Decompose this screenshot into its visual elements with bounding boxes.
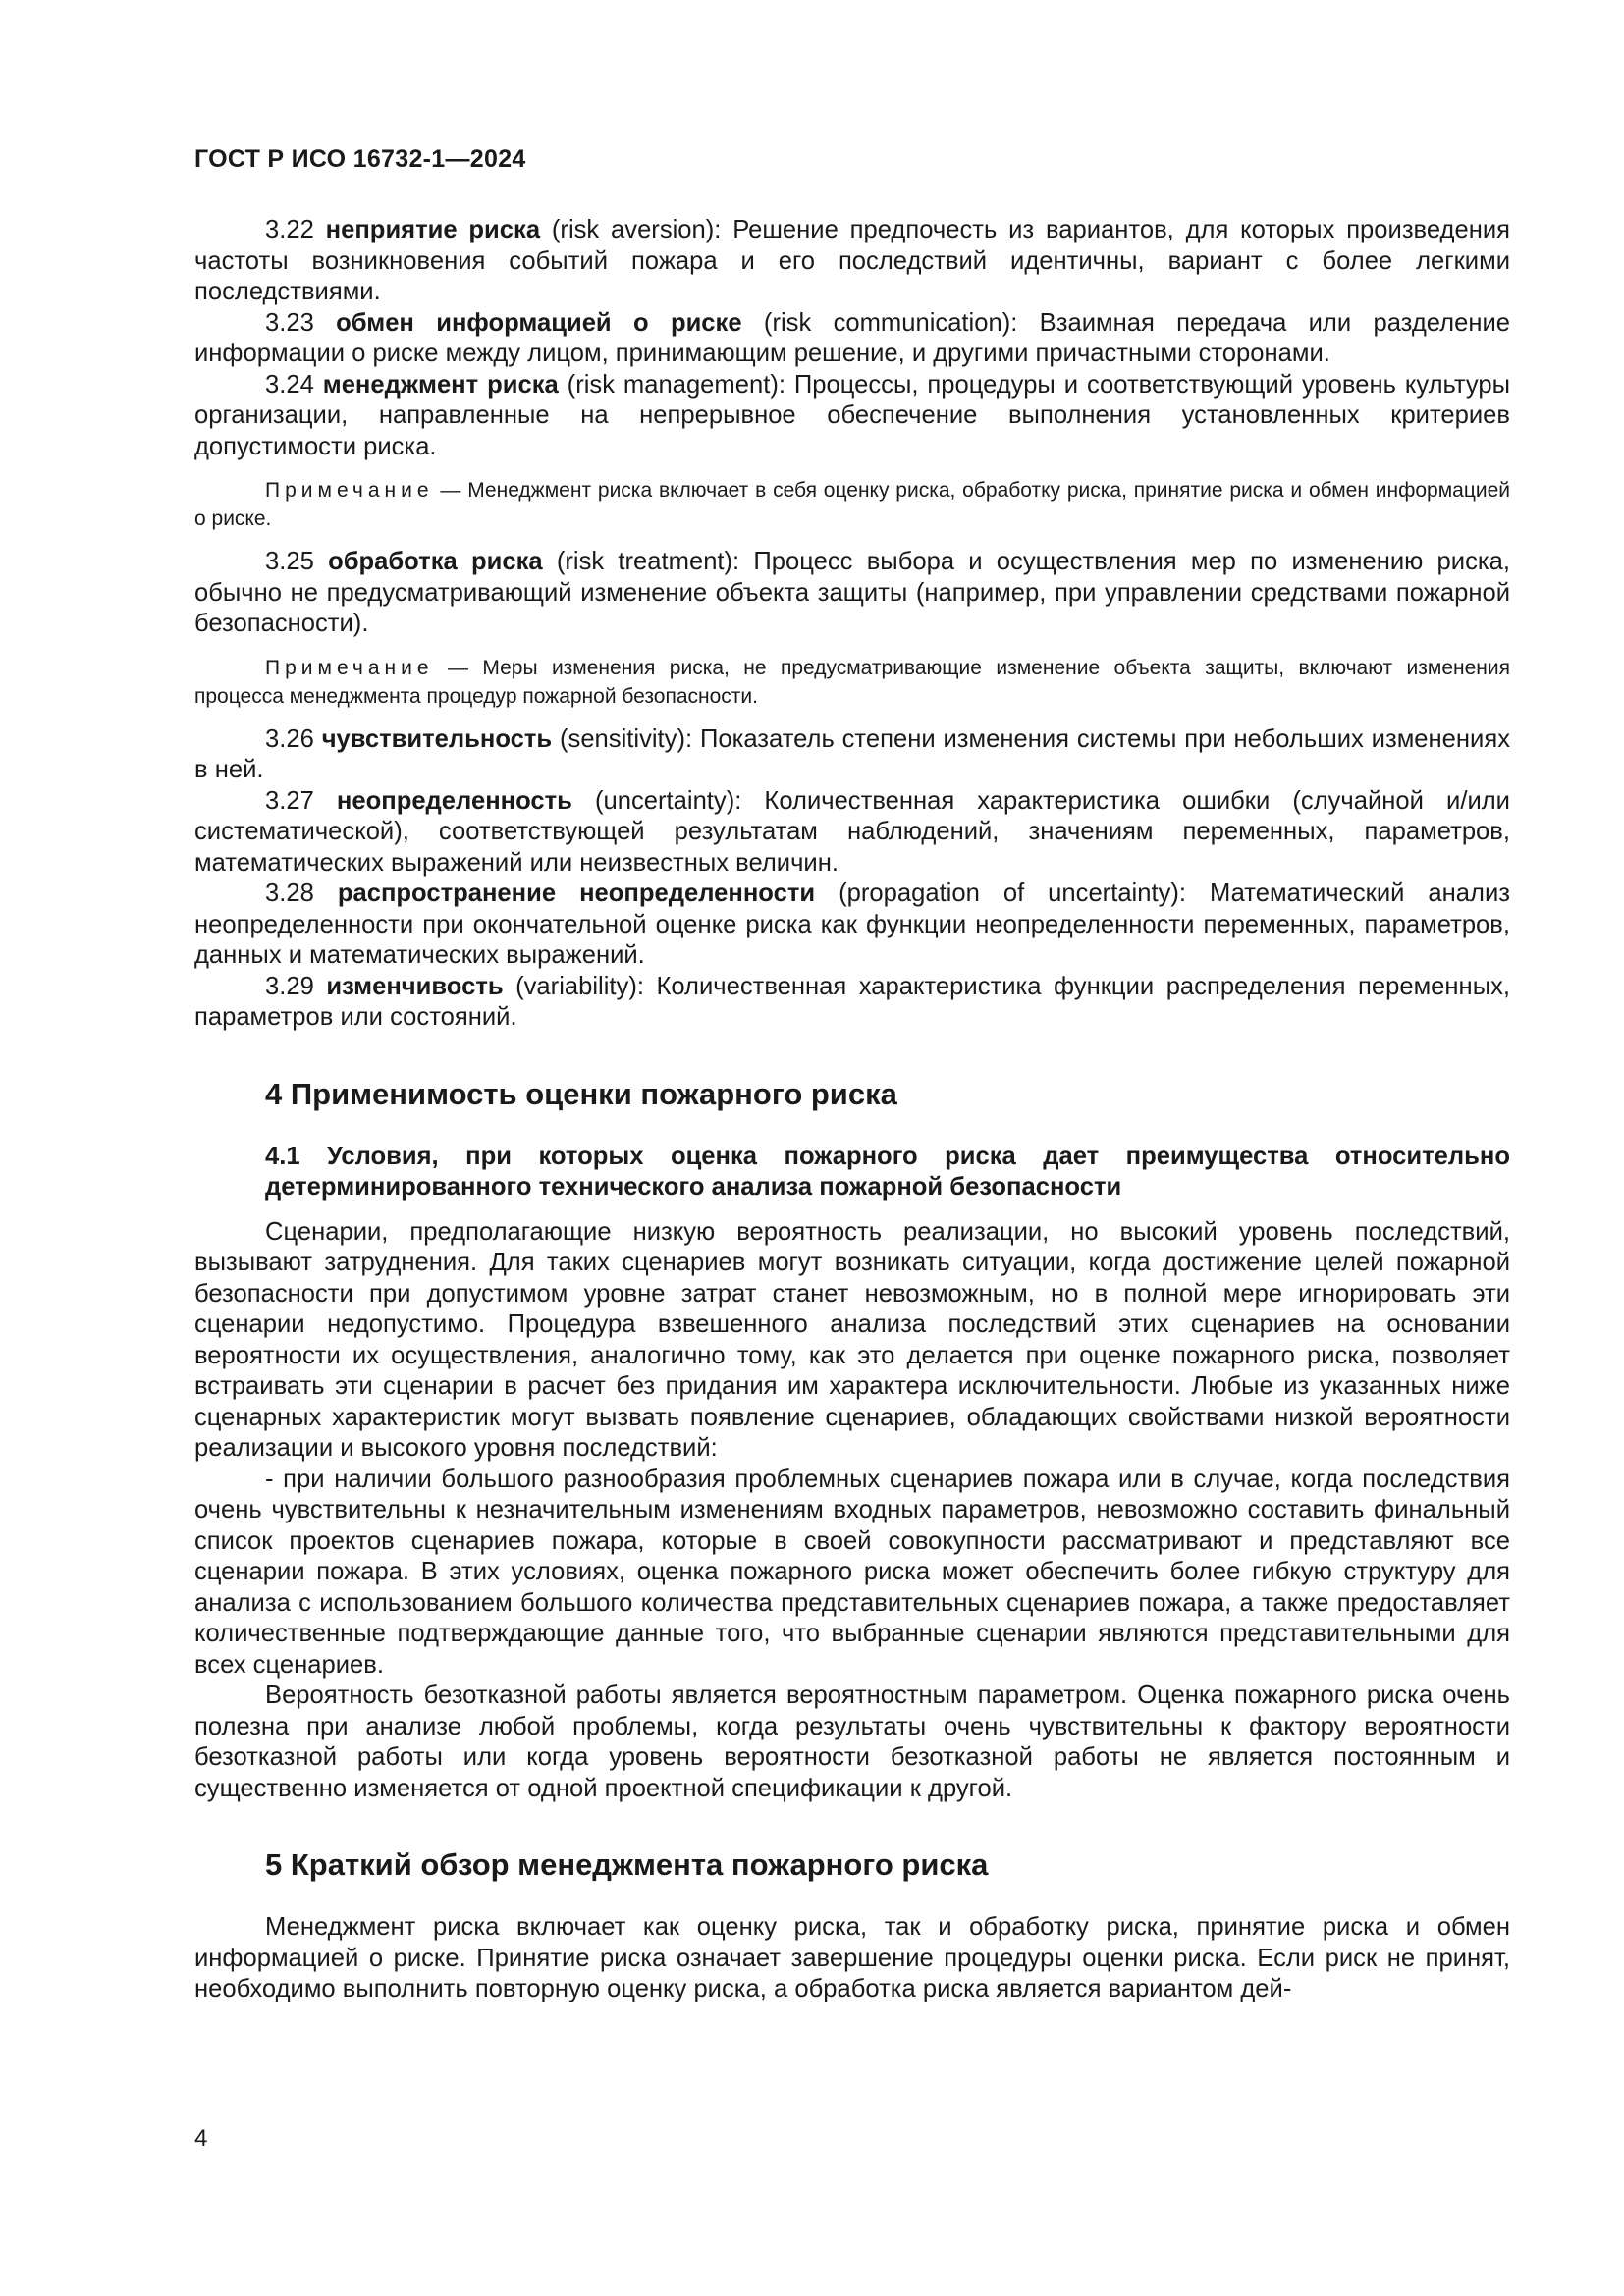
note-text: — Менеджмент риска включает в себя оценку риска, обработку риска, принятие риска и обмен информацией о риске. <box>194 479 1510 530</box>
definition-term: неопределенность <box>336 786 572 815</box>
note-risk-treatment <box>194 654 1510 711</box>
document-page <box>194 145 1510 2005</box>
definition-text: (risk communication): Взаимная передача или разделение информации о риске между лицом, принимающим решение, и другими причастными сторонами. <box>194 308 1510 367</box>
definition-3-24 <box>194 370 1510 463</box>
definition-text: (risk treatment): Процесс выбора и осуществления мер по изменению риска, обычно не предусматривающий изменение объекта защиты (например, при управлении средствами пожарной безопасности). <box>194 548 1510 637</box>
definition-text: (sensitivity): Показатель степени изменения системы при небольших изменениях в ней. <box>194 724 1510 783</box>
definition-3-27 <box>194 786 1510 880</box>
definition-number: 3.22 <box>265 216 314 243</box>
definition-number: 3.29 <box>265 972 314 1000</box>
note-label: Примечание <box>265 479 434 502</box>
definition-term: обмен информацией о риске <box>336 308 742 337</box>
note-risk-management <box>194 476 1510 533</box>
definition-term: менеджмент риска <box>322 370 559 399</box>
definition-term: изменчивость <box>326 972 504 1000</box>
definition-term: обработка риска <box>328 548 543 575</box>
definition-number: 3.26 <box>265 724 314 753</box>
definition-number: 3.25 <box>265 548 314 575</box>
page-number: 4 <box>194 2125 208 2152</box>
definition-term: чувствительность <box>321 724 553 753</box>
definition-term: распространение неопределенности <box>337 880 816 907</box>
section-4-heading: 4 Применимость оценки пожарного риска <box>265 1076 897 1111</box>
definition-3-25 <box>194 547 1510 640</box>
note-text: — Меры изменения риска, не предусматривающие изменение объекта защиты, включают изменения процесса менеджмента процедур пожарной безопасности. <box>194 656 1510 708</box>
definition-number: 3.24 <box>265 370 314 399</box>
document-header: ГОСТ Р ИСО 16732-1—2024 <box>194 145 526 173</box>
definition-3-26 <box>194 724 1510 786</box>
section-5-heading: 5 Краткий обзор менеджмента пожарного риска <box>265 1847 989 1882</box>
section-5-paragraph: Менеджмент риска включает как оценку риска, так и обработку риска, принятие риска и обмен информацией о риске. Принятие риска означает завершение процедуры оценки риска. Если риск не принят, необходимо выполнить повторную оценку риска, а обработка риска является вариантом дей- <box>194 1913 1510 2002</box>
definition-number: 3.28 <box>265 880 314 907</box>
definition-text: (variability): Количественная характеристика функции распределения переменных, параметров или состояний. <box>194 972 1510 1031</box>
note-label: Примечание <box>265 656 434 679</box>
definition-text: (risk management): Процессы, процедуры и соответствующий уровень культуры организации, направленные на непрерывное обеспечение выполнения установленных критериев допустимости риска. <box>194 370 1510 460</box>
definition-text: (propagation of uncertainty): Математический анализ неопределенности при окончательной оценке риска как функции неопределенности переменных, параметров, данных и математических выражений. <box>194 880 1510 969</box>
section-4-paragraph: Вероятность безотказной работы является вероятностным параметром. Оценка пожарного риска очень полезна при анализе любой проблемы, когда результаты очень чувствительны к фактору вероятности безотказной работы или когда уровень вероятности безотказной работы не является постоянным и существенно изменяется от одной проектной спецификации к другой. <box>194 1682 1510 1802</box>
definition-text: (risk aversion): Решение предпочесть из вариантов, для которых произведения частоты возникновения событий пожара и его последствий идентичны, вариант с более легкими последствиями. <box>194 216 1510 305</box>
definition-term: неприятие риска <box>325 216 541 243</box>
definition-3-22 <box>194 215 1510 308</box>
definition-3-23 <box>194 308 1510 370</box>
definition-3-28 <box>194 879 1510 972</box>
definition-text: (uncertainty): Количественная характеристика ошибки (случайной и/или систематической), соответствующей результатам наблюдений, значениям переменных, параметров, математических выражений или неизвестных величин. <box>194 786 1510 877</box>
definition-number: 3.23 <box>265 308 314 337</box>
subsection-4-1-heading: 4.1 Условия, при которых оценка пожарного риска дает преимущества относительно детерминированного технического анализа пожарной безопасности <box>265 1142 1510 1201</box>
definition-number: 3.27 <box>265 786 314 815</box>
definition-3-29 <box>194 972 1510 1034</box>
section-4-paragraph: Сценарии, предполагающие низкую вероятность реализации, но высокий уровень последствий, вызывают затруднения. Для таких сценариев могут возникать ситуации, когда достижение целей пожарной безопасности при допустимом уровне затрат станет невозможным, но в полной мере игнорировать эти сценарии недопустимо. Процедура взвешенного анализа последствий этих сценариев на основании вероятности их осуществления, аналогично тому, как это делается при оценке пожарного риска, позволяет встраивать эти сценарии в расчет без придания им характера исключительности. Любые из указанных ниже сценарных характеристик могут вызвать появление сценариев, обладающих свойствами низкой вероятности реализации и высокого уровня последствий: <box>194 1217 1510 1462</box>
section-4-list-item: - при наличии большого разнообразия проблемных сценариев пожара или в случае, когда последствия очень чувствительны к незначительным изменениям входных параметров, невозможно составить финальный список проектов сценариев пожара, которые в своей совокупности рассматривают и представляют все сценарии пожара. В этих условиях, оценка пожарного риска может обеспечить более гибкую структуру для анализа с использованием большого количества представительных сценариев пожара, а также предоставляет количественные подтверждающие данные того, что выбранные сценарии являются представительными для всех сценариев. <box>194 1465 1510 1679</box>
